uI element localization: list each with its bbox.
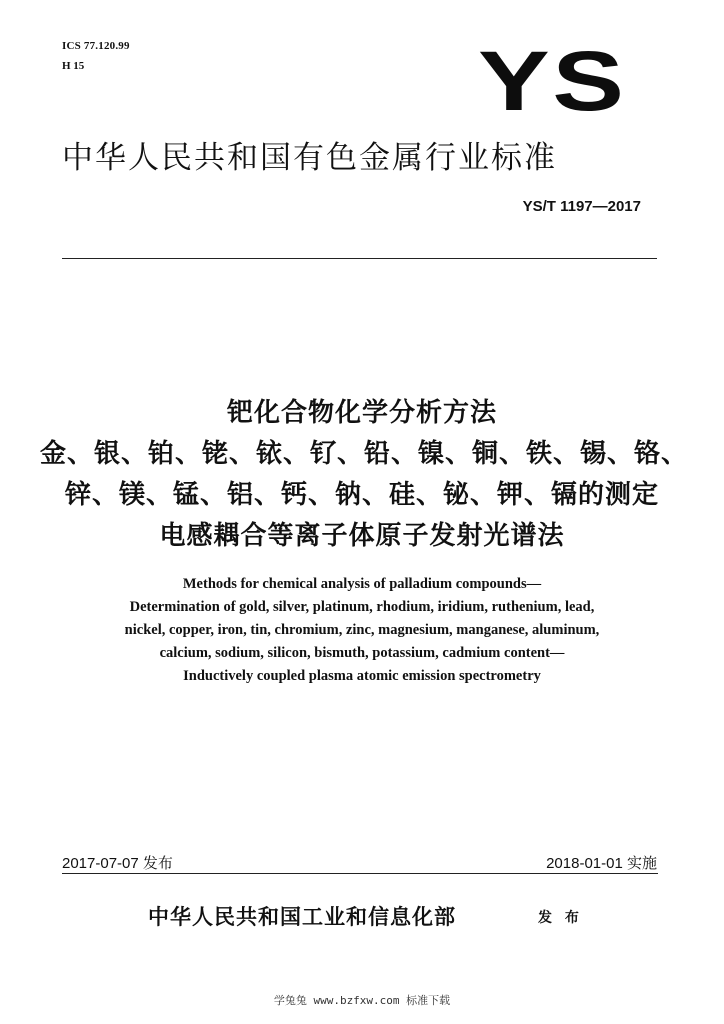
top-divider — [62, 258, 657, 259]
english-title-line: calcium, sodium, silicon, bismuth, potassium, cadmium content— — [159, 645, 565, 661]
english-title-line: nickel, copper, iron, tin, chromium, zinc, magnesium, manganese, aluminum, — [124, 622, 600, 638]
chinese-title-line: 金、银、铂、铑、铱、钌、铅、镍、铜、铁、锡、铬、 — [40, 439, 689, 469]
issue-date: 2017-07-07 发布 — [62, 855, 173, 872]
chinese-title — [40, 393, 689, 557]
issuer-title: 中华人民共和国有色金属行业标准 — [62, 140, 557, 176]
chinese-title-line: 钯化合物化学分析方法 — [226, 398, 497, 428]
bottom-divider — [62, 873, 658, 874]
english-title-line: Inductively coupled plasma atomic emission spectrometry — [183, 668, 541, 684]
ys-logo: YS — [478, 34, 627, 128]
publish-action: 发 布 — [538, 910, 583, 926]
footer-watermark[interactable]: 学兔兔 www.bzfxw.com 标准下载 — [273, 994, 451, 1007]
chinese-title-line: 锌、镁、锰、铝、钙、钠、硅、铋、钾、镉的测定 — [64, 480, 659, 510]
standard-number: YS/T 1197—2017 — [522, 198, 641, 215]
english-title — [40, 573, 684, 688]
english-title-line: Methods for chemical analysis of palladium compounds— — [182, 576, 542, 592]
english-title-line: Determination of gold, silver, platinum, rhodium, iridium, ruthenium, lead, — [129, 599, 595, 615]
publisher-name: 中华人民共和国工业和信息化部 — [148, 904, 456, 929]
ics-code: ICS 77.120.99 — [62, 40, 130, 52]
chinese-title-line: 电感耦合等离子体原子发射光谱法 — [159, 521, 565, 551]
implementation-date: 2018-01-01 实施 — [546, 855, 657, 872]
ccs-code: H 15 — [62, 60, 85, 72]
